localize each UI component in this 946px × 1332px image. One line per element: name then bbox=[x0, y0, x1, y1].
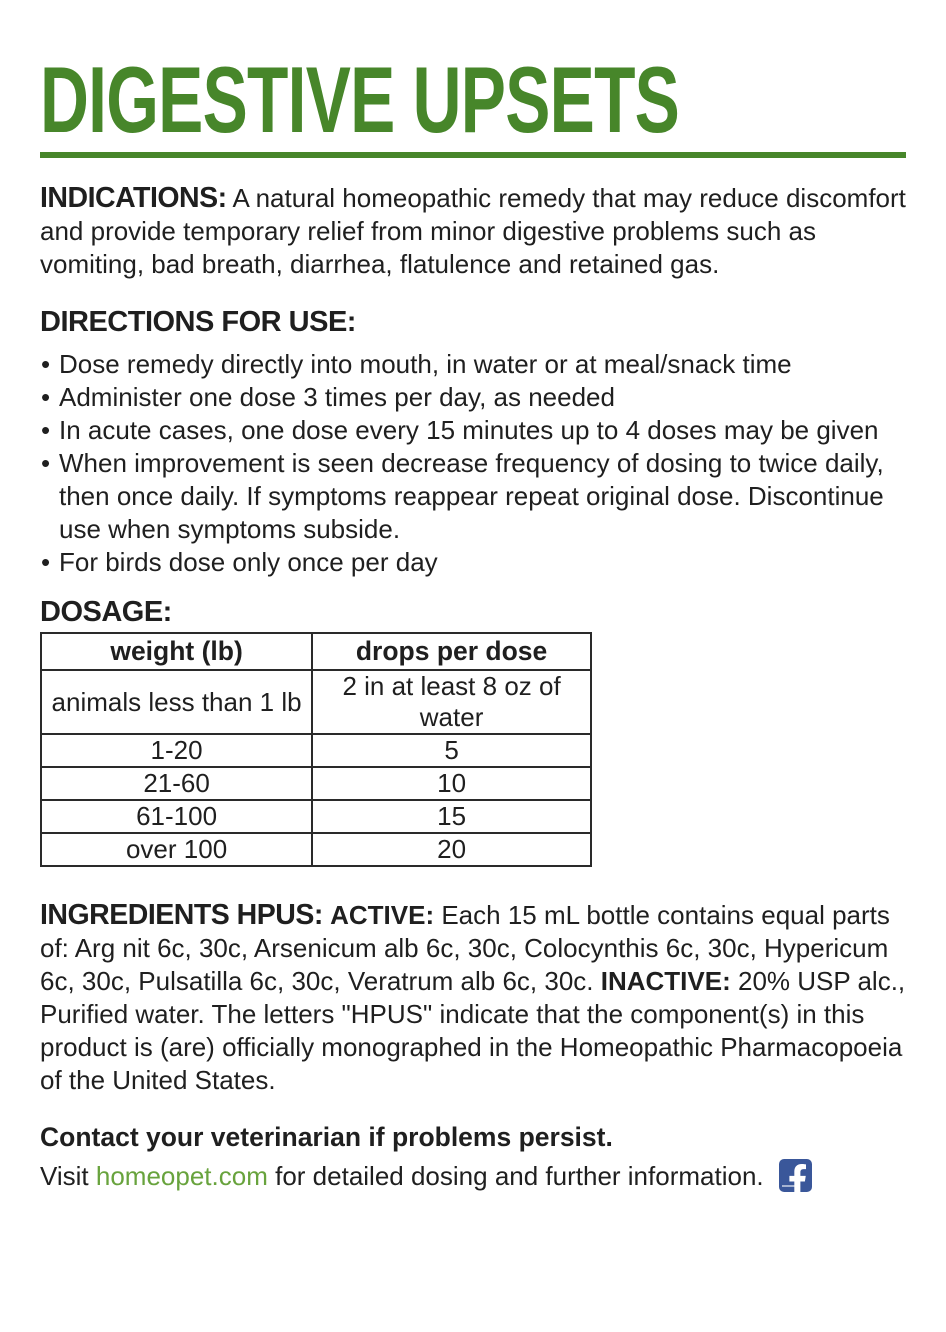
visit-prefix: Visit bbox=[40, 1161, 89, 1191]
directions-list bbox=[40, 348, 906, 579]
active-label: ACTIVE: bbox=[330, 900, 435, 930]
indications-paragraph bbox=[40, 182, 906, 281]
table-cell-drops: 5 bbox=[312, 734, 591, 767]
visit-suffix: for detailed dosing and further information. bbox=[275, 1161, 764, 1191]
table-row bbox=[41, 734, 591, 767]
list-item: • Dose remedy directly into mouth, in water or at meal/snack time bbox=[40, 348, 906, 381]
table-header-weight: weight (lb) bbox=[41, 633, 312, 670]
list-item: • For birds dose only once per day bbox=[40, 546, 906, 579]
ingredients-heading: INGREDIENTS HPUS: bbox=[40, 899, 323, 931]
list-item: • When improvement is seen decrease frequency of dosing to twice daily, then once daily. If symptoms reappear repeat original dose. Discontinue use when symptoms subside. bbox=[40, 447, 906, 546]
table-cell-weight: 61-100 bbox=[41, 800, 312, 833]
list-item: • Administer one dose 3 times per day, as needed bbox=[40, 381, 906, 414]
inactive-ingredients-text: 20% USP alc., Purified water. The letters "HPUS" indicate that the component(s) in this product is (are) officially monographed in the Homeopathic Pharmacopoeia of the United States. bbox=[40, 966, 906, 1095]
table-cell-drops: 15 bbox=[312, 800, 591, 833]
dosage-heading: DOSAGE: bbox=[40, 596, 172, 628]
table-row bbox=[41, 800, 591, 833]
table-header-row bbox=[41, 633, 591, 670]
dosage-table bbox=[40, 632, 592, 867]
table-cell-weight: animals less than 1 lb bbox=[41, 670, 312, 734]
facebook-icon[interactable] bbox=[779, 1159, 812, 1192]
table-cell-drops: 10 bbox=[312, 767, 591, 800]
inactive-label: INACTIVE: bbox=[600, 966, 731, 996]
table-cell-weight: 1-20 bbox=[41, 734, 312, 767]
table-cell-weight: over 100 bbox=[41, 833, 312, 866]
table-row bbox=[41, 670, 591, 734]
table-cell-drops: 2 in at least 8 oz of water bbox=[312, 670, 591, 734]
homeopet-link[interactable]: homeopet.com bbox=[95, 1161, 268, 1191]
product-label-page bbox=[0, 47, 946, 1193]
directions-heading: DIRECTIONS FOR USE: bbox=[40, 306, 356, 338]
table-row bbox=[41, 833, 591, 866]
title-underline bbox=[40, 152, 906, 158]
facebook-icon-baseline bbox=[782, 1185, 795, 1187]
table-cell-drops: 20 bbox=[312, 833, 591, 866]
visit-line bbox=[40, 1159, 906, 1193]
list-item: • In acute cases, one dose every 15 minutes up to 4 doses may be given bbox=[40, 414, 906, 447]
table-cell-weight: 21-60 bbox=[41, 767, 312, 800]
page-title bbox=[40, 47, 906, 152]
table-header-drops: drops per dose bbox=[312, 633, 591, 670]
active-ingredients-text: Each 15 mL bottle contains equal parts of: Arg nit 6c, 30c, Arsenicum alb 6c, 30c, Colocynthis 6c, 30c, Hypericum 6c, 30c, Pulsatilla 6c, 30c, Veratrum alb 6c, 30c. bbox=[40, 900, 890, 996]
table-row bbox=[41, 767, 591, 800]
indications-heading: INDICATIONS: bbox=[40, 182, 227, 214]
indications-text: A natural homeopathic remedy that may reduce discomfort and provide temporary relief from minor digestive problems such as vomiting, bad breath, diarrhea, flatulence and retained gas. bbox=[40, 183, 906, 279]
ingredients-paragraph bbox=[40, 899, 906, 1097]
page-title-text: DIGESTIVE UPSETS bbox=[40, 47, 680, 152]
contact-note: Contact your veterinarian if problems persist. bbox=[40, 1122, 613, 1152]
